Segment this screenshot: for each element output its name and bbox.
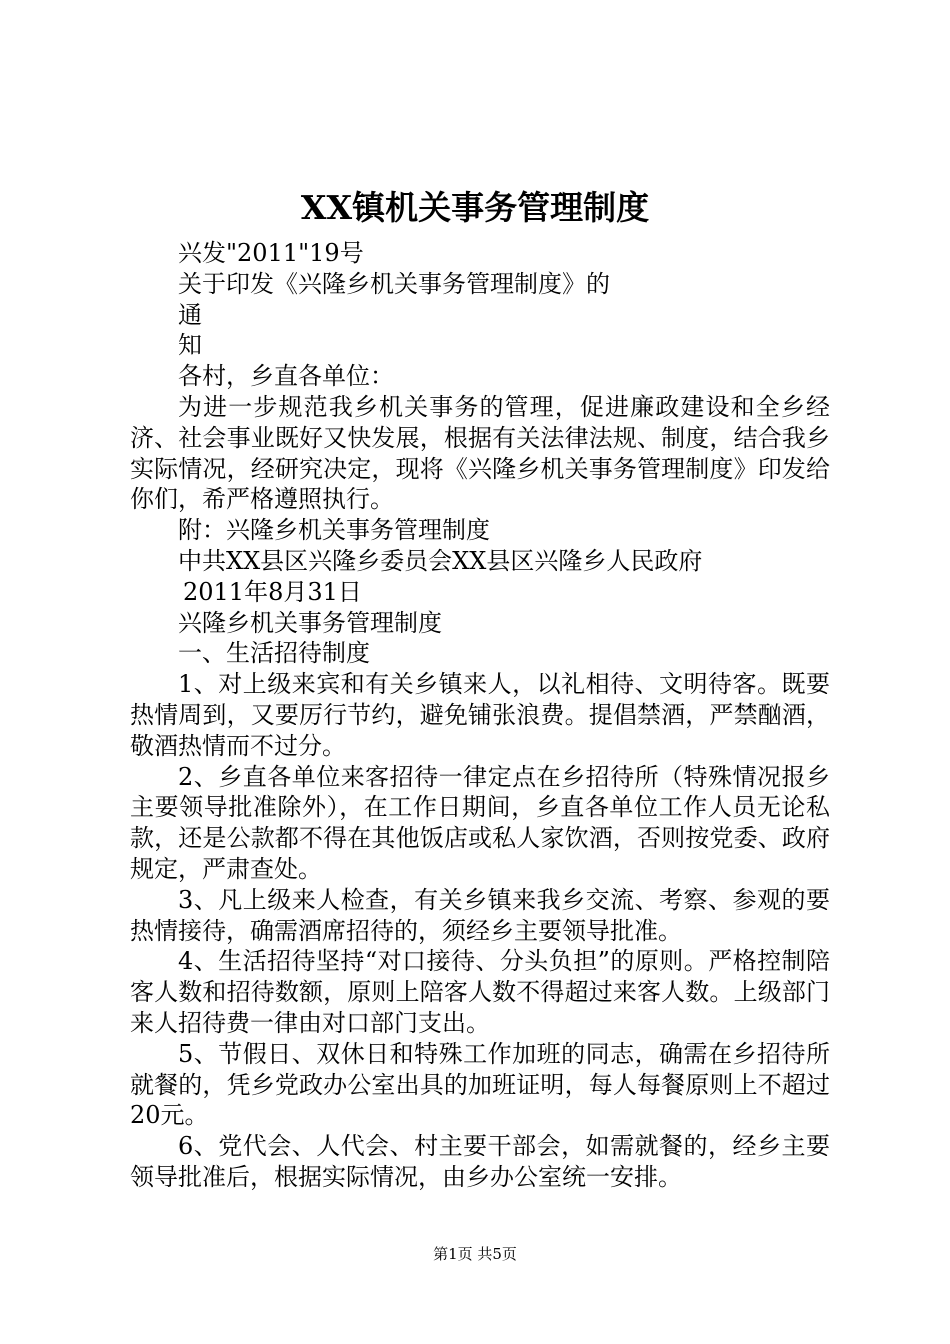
issuer-line: 中共XX县区兴隆乡委员会XX县区兴隆乡人民政府 [178, 546, 703, 575]
rule-item-3: 3、凡上级来人检查，有关乡镇来我乡交流、考察、参观的要热情接待，确需酒席招待的，须经乡主要领导批准。 [130, 885, 830, 945]
section-heading: 一、生活招待制度 [178, 639, 370, 668]
rule-item-1: 1、对上级来宾和有关乡镇来人，以礼相待、文明待客。既要热情周到，又要厉行节约，避免铺张浪费。提倡禁酒，严禁酗酒，敬酒热情而不过分。 [130, 670, 830, 760]
subject-line: 关于印发《兴隆乡机关事务管理制度》的 [178, 269, 610, 298]
doc-number: 兴发"2011"19号 [178, 239, 364, 267]
document-title: XX镇机关事务管理制度 [300, 188, 650, 227]
rule-item-4: 4、生活招待坚持“对口接待、分头负担”的原则。严格控制陪客人数和招待数额，原则上陪客人数不得超过来客人数。上级部门来人招待费一律由对口部门支出。 [130, 947, 830, 1037]
page-footer: 第1页 共5页 [433, 1245, 517, 1263]
rule-item-5: 5、节假日、双休日和特殊工作加班的同志，确需在乡招待所就餐的，凭乡党政办公室出具的加班证明，每人每餐原则上不超过20元。 [130, 1039, 830, 1130]
intro-paragraph: 为进一步规范我乡机关事务的管理，促进廉政建设和全乡经济、社会事业既好又快发展，根据有关法律法规、制度，结合我乡实际情况，经研究决定，现将《兴隆乡机关事务管理制度》印发给你们，希严格遵照执行。 [130, 392, 830, 514]
issue-date: 2011年8月31日 [183, 577, 362, 606]
subject-char-2: 知 [178, 331, 202, 360]
salutation: 各村，乡直各单位： [178, 362, 394, 391]
rule-item-6: 6、党代会、人代会、村主要干部会，如需就餐的，经乡主要领导批准后，根据实际情况，由乡办公室统一安排。 [130, 1132, 830, 1191]
regulation-title: 兴隆乡机关事务管理制度 [178, 608, 442, 637]
rule-item-2: 2、乡直各单位来客招待一律定点在乡招待所（特殊情况报乡主要领导批准除外），在工作日期间，乡直各单位工作人员无论私款，还是公款都不得在其他饭店或私人家饮酒，否则按党委、政府规定，严肃查处。 [130, 762, 830, 883]
attachment-line: 附：兴隆乡机关事务管理制度 [178, 516, 490, 545]
document-body [130, 238, 830, 1193]
subject-char-1: 通 [178, 300, 202, 329]
